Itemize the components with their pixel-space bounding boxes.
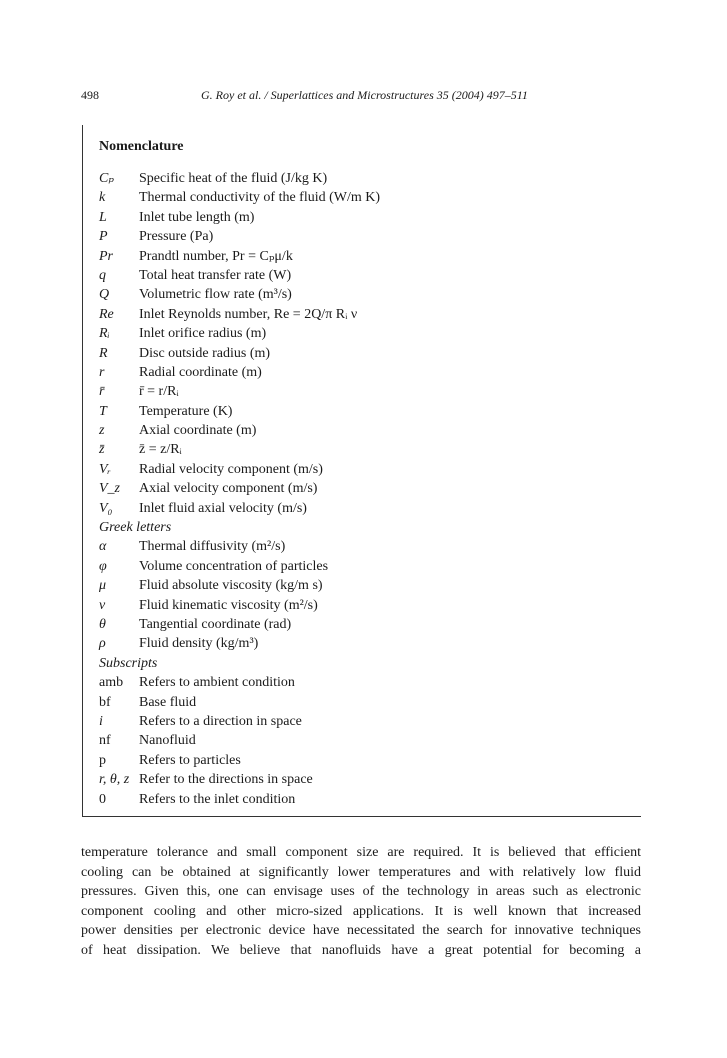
nomenclature-entry bbox=[99, 208, 629, 227]
nomenclature-description: Disc outside radius (m) bbox=[139, 345, 271, 361]
nomenclature-symbol: 0 bbox=[99, 791, 106, 807]
nomenclature-symbol: r bbox=[99, 364, 105, 380]
nomenclature-entry bbox=[99, 673, 629, 692]
body-line: pressures. Given this, one can envisage uses of the technology in areas such as electronic bbox=[81, 884, 641, 899]
running-head: G. Roy et al. / Superlattices and Microstructures 35 (2004) 497–511 bbox=[201, 88, 528, 102]
nomenclature-entry bbox=[99, 499, 629, 518]
nomenclature-description: Nanofluid bbox=[139, 733, 196, 749]
nomenclature-symbol: θ bbox=[99, 616, 106, 632]
body-line: component cooling and other micro-sized applications. It is well known that increased bbox=[81, 903, 641, 919]
greek-letters-heading: Greek letters bbox=[99, 520, 172, 536]
nomenclature-entry bbox=[99, 712, 629, 731]
nomenclature-entry bbox=[99, 188, 629, 207]
nomenclature-symbol: V₀ bbox=[99, 500, 113, 516]
nomenclature-symbol: P bbox=[99, 229, 108, 245]
body-line: cooling can be obtained at significantly lower temperatures and with relatively low fluid bbox=[81, 864, 641, 880]
nomenclature-symbol: ν bbox=[99, 597, 106, 613]
nomenclature-entry bbox=[99, 266, 629, 285]
subscripts-heading: Subscripts bbox=[99, 655, 158, 671]
nomenclature-description: Refer to the directions in space bbox=[139, 772, 313, 788]
body-paragraph bbox=[81, 843, 641, 960]
nomenclature-description: Base fluid bbox=[139, 694, 197, 710]
nomenclature-entry bbox=[99, 382, 629, 401]
nomenclature-entry bbox=[99, 751, 629, 770]
nomenclature-entry bbox=[99, 227, 629, 246]
nomenclature-entry bbox=[99, 440, 629, 459]
nomenclature-entry bbox=[99, 460, 629, 479]
nomenclature-description: Fluid absolute viscosity (kg/m s) bbox=[139, 578, 323, 594]
nomenclature-symbol: Cₚ bbox=[99, 171, 114, 186]
nomenclature-description: Refers to a direction in space bbox=[139, 713, 302, 729]
nomenclature-description: Thermal diffusivity (m²/s) bbox=[139, 539, 286, 555]
nomenclature-symbol: Vᵣ bbox=[99, 461, 111, 477]
nomenclature-symbol: L bbox=[99, 209, 107, 225]
nomenclature-entry bbox=[99, 363, 629, 382]
nomenclature-entry bbox=[99, 790, 629, 809]
nomenclature-description: Prandtl number, Pr = Cₚμ/k bbox=[139, 248, 293, 264]
nomenclature-symbol: i bbox=[99, 713, 103, 729]
nomenclature-description: Thermal conductivity of the fluid (W/m K) bbox=[139, 190, 381, 206]
nomenclature-entry bbox=[99, 402, 629, 421]
nomenclature-symbol: Pr bbox=[99, 248, 113, 264]
nomenclature-symbol: Q bbox=[99, 287, 110, 303]
nomenclature-description: Fluid kinematic viscosity (m²/s) bbox=[139, 597, 318, 613]
body-line: temperature tolerance and small component size are required. It is believed that efficient bbox=[81, 845, 641, 860]
nomenclature-description: Volumetric flow rate (m³/s) bbox=[139, 287, 292, 303]
nomenclature-symbol: μ bbox=[99, 578, 107, 594]
nomenclature-description: Refers to ambient condition bbox=[139, 675, 295, 691]
nomenclature-box bbox=[82, 125, 641, 817]
nomenclature-description: Fluid density (kg/m³) bbox=[139, 636, 259, 652]
nomenclature-entry bbox=[99, 537, 629, 556]
nomenclature-entry bbox=[99, 169, 629, 188]
nomenclature-entry bbox=[99, 247, 629, 266]
nomenclature-description: Temperature (K) bbox=[139, 403, 233, 419]
nomenclature-description: Inlet orifice radius (m) bbox=[139, 326, 267, 342]
nomenclature-symbol: α bbox=[99, 539, 107, 555]
nomenclature-entry bbox=[99, 557, 629, 576]
nomenclature-symbol: T bbox=[99, 403, 107, 419]
nomenclature-entry bbox=[99, 344, 629, 363]
nomenclature-description: Inlet tube length (m) bbox=[139, 209, 255, 225]
nomenclature-entry bbox=[99, 305, 629, 324]
nomenclature-symbol: z̄ bbox=[99, 442, 105, 458]
nomenclature-description: Axial velocity component (m/s) bbox=[139, 481, 318, 497]
nomenclature-description: Inlet fluid axial velocity (m/s) bbox=[139, 500, 307, 516]
page-number: 498 bbox=[81, 88, 99, 102]
nomenclature-symbol: nf bbox=[99, 733, 111, 749]
nomenclature-entry bbox=[99, 479, 629, 498]
nomenclature-entry bbox=[99, 693, 629, 712]
nomenclature-description: Radial velocity component (m/s) bbox=[139, 461, 323, 477]
nomenclature-description: Axial coordinate (m) bbox=[139, 423, 257, 439]
nomenclature-description: Pressure (Pa) bbox=[139, 229, 214, 245]
nomenclature-description: r̄ = r/Rᵢ bbox=[139, 384, 179, 400]
nomenclature-symbol: p bbox=[99, 752, 106, 768]
nomenclature-symbol: r̄ bbox=[99, 384, 105, 400]
nomenclature-symbol: amb bbox=[99, 675, 124, 691]
nomenclature-entry bbox=[99, 285, 629, 304]
nomenclature-title: Nomenclature bbox=[99, 139, 184, 154]
body-line: power densities per electronic device have necessitated the search for innovative techniques bbox=[81, 923, 641, 938]
nomenclature-entry bbox=[99, 634, 629, 653]
nomenclature-entry bbox=[99, 770, 629, 789]
body-line: of heat dissipation. We believe that nanofluids have a great potential for becoming a bbox=[81, 942, 641, 958]
nomenclature-description: Refers to particles bbox=[139, 752, 241, 768]
nomenclature-entry bbox=[99, 596, 629, 615]
nomenclature-description: Total heat transfer rate (W) bbox=[139, 267, 292, 283]
nomenclature-entry bbox=[99, 421, 629, 440]
nomenclature-symbol: r, θ, z bbox=[99, 772, 130, 788]
nomenclature-description: z̄ = z/Rᵢ bbox=[139, 442, 182, 458]
nomenclature-list bbox=[99, 169, 629, 809]
nomenclature-symbol: V_z bbox=[99, 481, 120, 497]
nomenclature-symbol: ρ bbox=[99, 636, 106, 652]
nomenclature-entry bbox=[99, 731, 629, 750]
nomenclature-description: Inlet Reynolds number, Re = 2Q/π Rᵢ ν bbox=[139, 306, 358, 322]
nomenclature-symbol: Rᵢ bbox=[99, 326, 110, 342]
nomenclature-description: Specific heat of the fluid (J/kg K) bbox=[139, 171, 328, 186]
nomenclature-symbol: q bbox=[99, 267, 106, 283]
nomenclature-description: Radial coordinate (m) bbox=[139, 364, 262, 380]
nomenclature-description: Tangential coordinate (rad) bbox=[139, 616, 292, 632]
nomenclature-symbol: φ bbox=[99, 558, 107, 574]
nomenclature-symbol: bf bbox=[99, 694, 111, 710]
nomenclature-entry bbox=[99, 324, 629, 343]
nomenclature-description: Refers to the inlet condition bbox=[139, 791, 296, 807]
nomenclature-symbol: k bbox=[99, 190, 106, 206]
nomenclature-entry bbox=[99, 576, 629, 595]
nomenclature-entry bbox=[99, 615, 629, 634]
nomenclature-symbol: R bbox=[99, 345, 108, 361]
nomenclature-symbol: Re bbox=[99, 306, 114, 322]
nomenclature-description: Volume concentration of particles bbox=[139, 558, 329, 574]
nomenclature-symbol: z bbox=[99, 423, 105, 439]
